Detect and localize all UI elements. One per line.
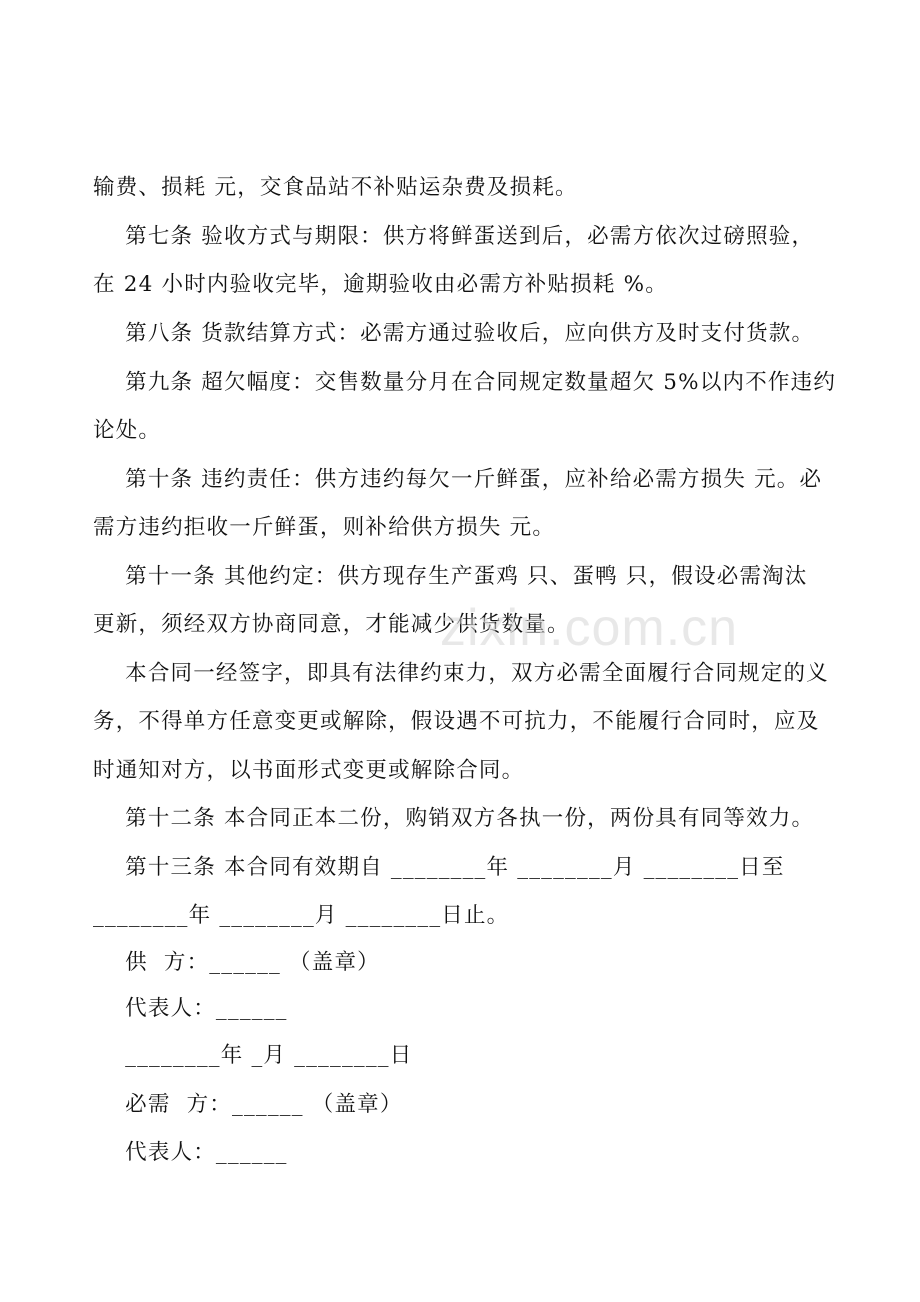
- text-line-5: 第九条 超欠幅度：交售数量分月在合同规定数量超欠 5%以内不作违约: [93, 370, 837, 395]
- text-line-3: 在 24 小时内验收完毕，逾期验收由必需方补贴损耗 %。: [93, 272, 668, 297]
- text-line-15: 第十三条 本合同有效期自 ________年 ________月 ________日至: [93, 855, 785, 880]
- text-line-9: 第十一条 其他约定：供方现存生产蛋鸡 只、蛋鸭 只，假设必需淘汰: [93, 564, 808, 589]
- signature-supplier-representative-line: 代表人：______: [93, 996, 288, 1021]
- text-line-14: 第十二条 本合同正本二份，购销双方各执一份，两份具有同等效力。: [93, 806, 815, 831]
- text-line-13: 时通知对方，以书面形式变更或解除合同。: [93, 758, 525, 783]
- watermark: zixin.com.cn: [440, 599, 739, 657]
- text-line-16: ________年 ________月 ________日止。: [93, 903, 510, 928]
- text-line-10: 更新，须经双方协商同意，才能减少供货数量。: [93, 612, 570, 637]
- signature-supplier-line: 供 方：______ （盖章）: [93, 950, 380, 975]
- text-line-7: 第十条 违约责任：供方违约每欠一斤鲜蛋，应补给必需方损失 元。必: [93, 467, 823, 492]
- text-line-4: 第八条 货款结算方式：必需方通过验收后，应向供方及时支付货款。: [93, 321, 815, 346]
- signature-date-line: ________年 _月 ________日: [93, 1043, 413, 1068]
- text-line-2: 第七条 验收方式与期限：供方将鲜蛋送到后，必需方依次过磅照验，: [93, 224, 815, 249]
- text-line-6: 论处。: [93, 418, 162, 443]
- text-line-11: 本合同一经签字，即具有法律约束力，双方必需全面履行合同规定的义: [93, 661, 829, 686]
- signature-buyer-line: 必需 方：______ （盖章）: [93, 1092, 403, 1117]
- signature-buyer-representative-line: 代表人：______: [93, 1140, 288, 1165]
- text-line-12: 务，不得单方任意变更或解除，假设遇不可抗力，不能履行合同时，应及: [93, 709, 820, 734]
- text-line-8: 需方违约拒收一斤鲜蛋，则补给供方损失 元。: [93, 515, 556, 540]
- text-line-1: 输费、损耗 元，交食品站不补贴运杂费及损耗。: [93, 175, 578, 200]
